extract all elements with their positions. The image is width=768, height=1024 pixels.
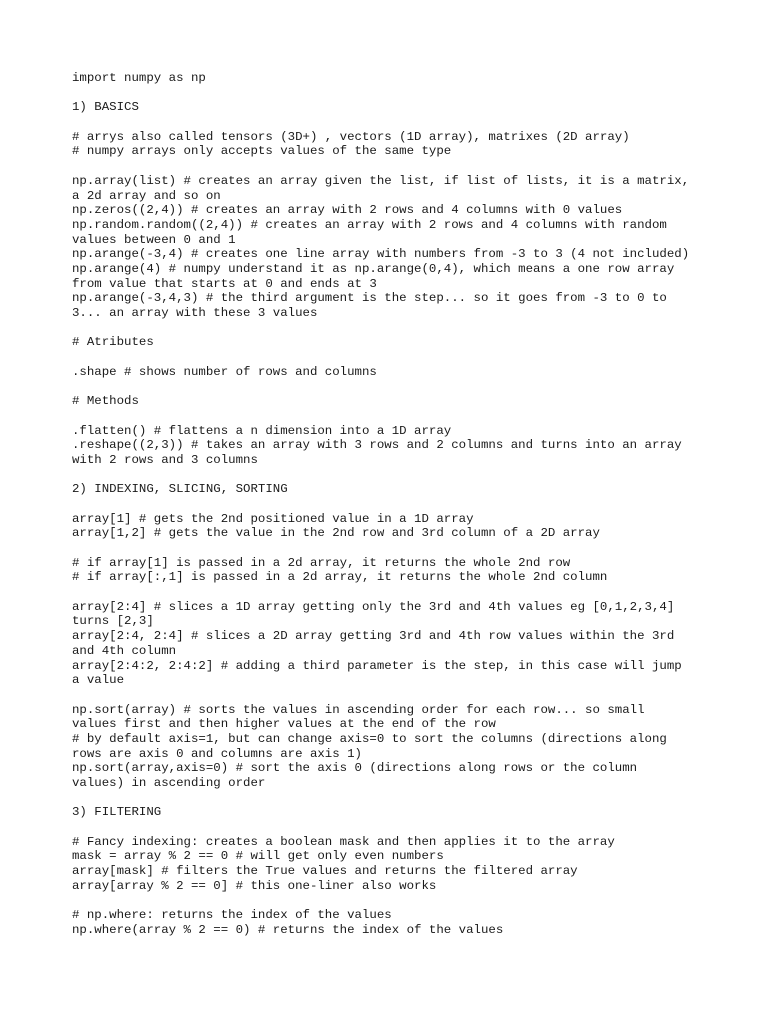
text-line: 1) BASICS (72, 100, 139, 115)
text-line: # by default axis=1, but can change axis=0 to sort the columns (directions along (72, 731, 667, 746)
text-line: turns [2,3] (72, 614, 154, 629)
text-line: array[2:4] # slices a 1D array getting only the 3rd and 4th values eg [0,1,2,3,4] (72, 599, 675, 614)
blank-line (72, 791, 702, 806)
text-line: # Atributes (72, 335, 154, 350)
document-text (72, 71, 702, 938)
text-line: array[2:4, 2:4] # slices a 2D array getting 3rd and 4th row values within the 3rd (72, 629, 675, 644)
text-line: a 2d array and so on (72, 188, 221, 203)
text-line: np.arange(-3,4,3) # the third argument is the step... so it goes from -3 to 0 to (72, 291, 667, 306)
blank-line (72, 820, 702, 835)
text-line: 3) FILTERING (72, 805, 162, 820)
text-line: values between 0 and 1 (72, 232, 236, 247)
text-line: .reshape((2,3)) # takes an array with 3 rows and 2 columns and turns into an array (72, 438, 682, 453)
text-line: .shape # shows number of rows and columns (72, 364, 377, 379)
text-line: np.zeros((2,4)) # creates an array with 2 rows and 4 columns with 0 values (72, 203, 623, 218)
text-line: # if array[1] is passed in a 2d array, it returns the whole 2nd row (72, 555, 571, 570)
text-line: 3... an array with these 3 values (72, 306, 318, 320)
blank-line (72, 115, 702, 130)
text-line: # if array[:,1] is passed in a 2d array, it returns the whole 2nd column (72, 570, 608, 585)
blank-line (72, 159, 702, 174)
text-line: array[1,2] # gets the value in the 2nd row and 3rd column of a 2D array (72, 526, 600, 541)
text-line: np.sort(array) # sorts the values in ascending order for each row... so small (72, 702, 645, 717)
text-line: and 4th column (72, 643, 177, 658)
text-line: values first and then higher values at the end of the row (72, 717, 496, 732)
blank-line (72, 409, 702, 424)
text-line: np.where(array % 2 == 0) # returns the index of the values (72, 922, 504, 937)
text-line: from value that starts at 0 and ends at 3 (72, 276, 377, 291)
text-line: array[1] # gets the 2nd positioned value in a 1D array (72, 511, 474, 526)
text-line: np.random.random((2,4)) # creates an array with 2 rows and 4 columns with random (72, 217, 667, 232)
text-line: 2) INDEXING, SLICING, SORTING (72, 482, 288, 497)
text-line: # Methods (72, 394, 139, 409)
text-line: with 2 rows and 3 columns (72, 452, 258, 467)
blank-line (72, 321, 702, 336)
text-line: np.array(list) # creates an array given the list, if list of lists, it is a matrix, (72, 173, 690, 188)
text-line: a value (72, 673, 125, 688)
text-line: array[array % 2 == 0] # this one-liner also works (72, 878, 437, 893)
blank-line (72, 688, 702, 703)
text-line: array[mask] # filters the True values and returns the filtered array (72, 864, 578, 879)
text-line: import numpy as np (72, 71, 206, 85)
text-line: # numpy arrays only accepts values of the same type (72, 144, 452, 159)
blank-line (72, 585, 702, 600)
blank-line (72, 497, 702, 512)
text-line: np.sort(array,axis=0) # sort the axis 0 (directions along rows or the column (72, 761, 638, 776)
blank-line (72, 541, 702, 556)
blank-line (72, 379, 702, 394)
text-line: # Fancy indexing: creates a boolean mask and then applies it to the array (72, 834, 615, 849)
blank-line (72, 894, 702, 909)
blank-line (72, 350, 702, 365)
text-line: rows are axis 0 and columns are axis 1) (72, 746, 362, 761)
text-line: .flatten() # flattens a n dimension into a 1D array (72, 423, 452, 438)
text-line: array[2:4:2, 2:4:2] # adding a third parameter is the step, in this case will jump (72, 658, 682, 673)
text-line: np.arange(4) # numpy understand it as np.arange(0,4), which means a one row array (72, 261, 675, 276)
text-line: # np.where: returns the index of the values (72, 908, 392, 923)
blank-line (72, 86, 702, 101)
text-line: mask = array % 2 == 0 # will get only even numbers (72, 849, 444, 864)
text-line: # arrys also called tensors (3D+) , vectors (1D array), matrixes (2D array) (72, 129, 630, 144)
text-line: values) in ascending order (72, 776, 266, 790)
text-line: np.arange(-3,4) # creates one line array with numbers from -3 to 3 (4 not included) (72, 247, 690, 262)
blank-line (72, 468, 702, 483)
